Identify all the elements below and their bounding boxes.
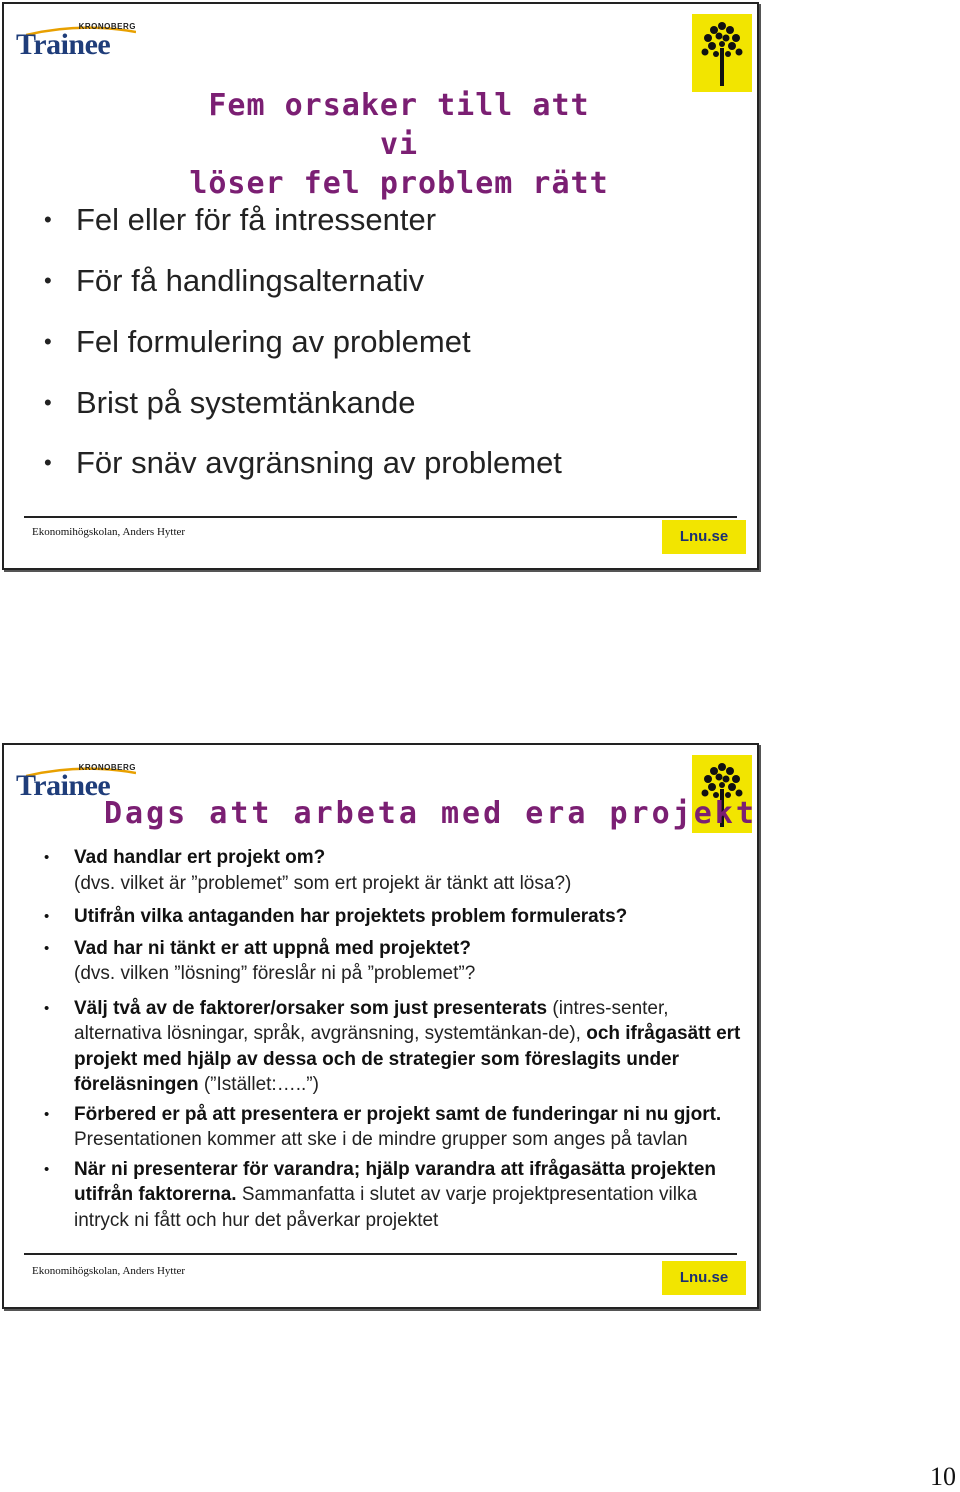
lnu-logo: Lnu.se <box>662 1261 746 1295</box>
trainee-text: Trainee <box>16 769 111 802</box>
footer-author: Ekonomihögskolan, Anders Hytter <box>32 526 186 538</box>
page-number: 10 <box>930 1462 956 1491</box>
list-item: • Brist på systemtänkande <box>44 385 416 420</box>
lnu-logo: Lnu.se <box>662 520 746 554</box>
list-item: • Fel eller för få intressenter <box>44 202 437 237</box>
kronoberg-text: KRONOBERG <box>78 22 136 31</box>
list-item: • Utifrån vilka antaganden har projektets problem formulerats? <box>44 906 628 927</box>
list-item: • Välj två av de faktorer/orsaker som just presenterats (intres-senter, alternativa lösningar, språk, avgränsning, systemtänkan-de), och ifrågasätt ert projekt med hjälp av dessa och de strategier som föreslagits under föreläsningen (”Istället:…..”) <box>44 997 741 1095</box>
list-item: • För snäv avgränsning av problemet <box>44 445 562 480</box>
bullet-list <box>44 845 744 1233</box>
trainee-text: Trainee <box>16 28 111 61</box>
footer-divider <box>24 516 737 518</box>
list-item: • Förbered er på att presentera er projekt samt de funderingar ni nu gjort. Presentationen kommer att ske i de mindre grupper som anges på tavlan <box>44 1103 722 1150</box>
footer-author: Ekonomihögskolan, Anders Hytter <box>32 1265 186 1277</box>
slide-2 <box>2 743 759 1309</box>
kronoberg-text: KRONOBERG <box>78 763 136 772</box>
trainee-logo <box>16 20 138 64</box>
list-item: • Vad har ni tänkt er att uppnå med projektet? (dvs. vilken ”lösning” föreslår ni på ”problemet”? <box>44 937 476 984</box>
footer-divider <box>24 1253 737 1255</box>
list-item: • För få handlingsalternativ <box>44 263 425 298</box>
bullet-list <box>44 200 562 504</box>
list-item: • Fel formulering av problemet <box>44 324 471 359</box>
list-item: • När ni presenterar för varandra; hjälp varandra att ifrågasätta projekten utifrån faktorerna. Sammanfatta i slutet av varje projektpresentation vilka intryck ni fått och hur det påverkar projektet <box>44 1158 716 1231</box>
list-item: • Vad handlar ert projekt om? (dvs. vilket är ”problemet” som ert projekt är tänkt att lösa?) <box>44 847 572 894</box>
slide-title: Dags att arbeta med era projekt <box>104 796 757 831</box>
tree-logo-icon <box>692 14 752 92</box>
slide-title: Fem orsaker till att vi löser fel problem rätt <box>189 88 609 201</box>
slide-1 <box>2 2 759 570</box>
